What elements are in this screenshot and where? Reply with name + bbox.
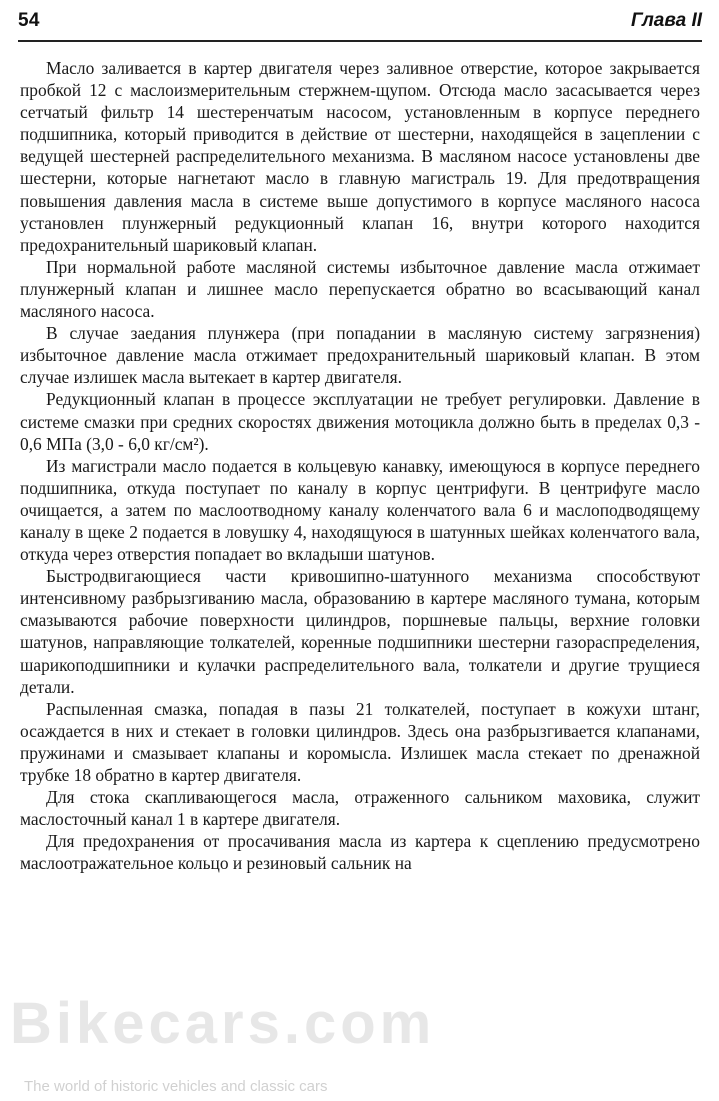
paragraph: Распыленная смазка, попадая в пазы 21 толкателей, поступает в кожухи штанг, осаждается в них и стекает в головки цилиндров. Здесь она разбрызгивается клапанами, пружинами и смазывает клапаны и коромысла. Излишек масла стекает по дренажной трубке 18 обратно в картер двигателя. bbox=[20, 698, 700, 785]
watermark-tagline: The world of historic vehicles and classic cars bbox=[24, 1078, 328, 1095]
chapter-title: Глава II bbox=[631, 10, 702, 31]
body-text bbox=[20, 57, 700, 874]
paragraph: Из магистрали масло подается в кольцевую канавку, имеющуюся в корпусе переднего подшипника, откуда поступает по каналу в корпус центрифуги. В центрифуге масло очищается, а затем по маслоотводному каналу коленчатого вала 6 и маслоподводящему каналу в щеке 2 подается в ловушку 4, находящуюся в шатунных шейках коленчатого вала, откуда через отверстия попадает во вкладыши шатунов. bbox=[20, 455, 700, 565]
paragraph: Для стока скапливающегося масла, отраженного сальником маховика, служит маслосточный канал 1 в картере двигателя. bbox=[20, 787, 700, 830]
paragraph: В случае заедания плунжера (при попадании в масляную систему загрязнения) избыточное давление масла отжимает предохранительный шариковый клапан. В этом случае излишек масла вытекает в картер двигателя. bbox=[20, 323, 700, 388]
paragraph: Для предохранения от просачивания масла из картера к сцеплению предусмотрено маслоотражательное кольцо и резиновый сальник на bbox=[20, 831, 700, 874]
paragraph: Быстродвигающиеся части кривошипно-шатунного механизма способствуют интенсивному разбрызгиванию масла, образованию в картере масляного тумана, которым смазываются рабочие поверхности цилиндров, поршневые пальцы, верхние головки шатунов, направляющие толкателей, коренные подшипники шестерни газораспределения, шарикоподшипники и кулачки распределительного вала, толкатели и другие трущиеся детали. bbox=[20, 566, 700, 697]
watermark-site: Bikecars.com bbox=[10, 991, 436, 1056]
page-number: 54 bbox=[18, 10, 40, 31]
paragraph: Редукционный клапан в процессе эксплуатации не требует регулировки. Давление в системе смазки при средних скоростях движения мотоцикла должно быть в пределах 0,3 - 0,6 МПа (3,0 - 6,0 кг/см²). bbox=[20, 389, 700, 454]
paragraph: При нормальной работе масляной системы избыточное давление масла отжимает плунжерный клапан и лишнее масло перепускается обратно во всасывающий канал масляного насоса. bbox=[20, 256, 700, 322]
page-header bbox=[18, 10, 702, 42]
paragraph: Масло заливается в картер двигателя через заливное отверстие, которое закрывается пробкой 12 с маслоизмерительным стержнем-щупом. Отсюда масло засасывается через сетчатый фильтр 14 шестеренчатым насосом, установленным в корпусе переднего подшипника, который приводится в действие от шестерни, находящейся в зацеплении с ведущей шестерней распределительного механизма. В масляном насосе установлены две шестерни, которые нагнетают масло в главную магистраль 19. Для предотвращения повышения давления масла в системе выше допустимого в корпусе масляного насоса установлен плунжерный редукционный клапан 16, внутри которого находится предохранительный шариковый клапан. bbox=[20, 58, 700, 255]
